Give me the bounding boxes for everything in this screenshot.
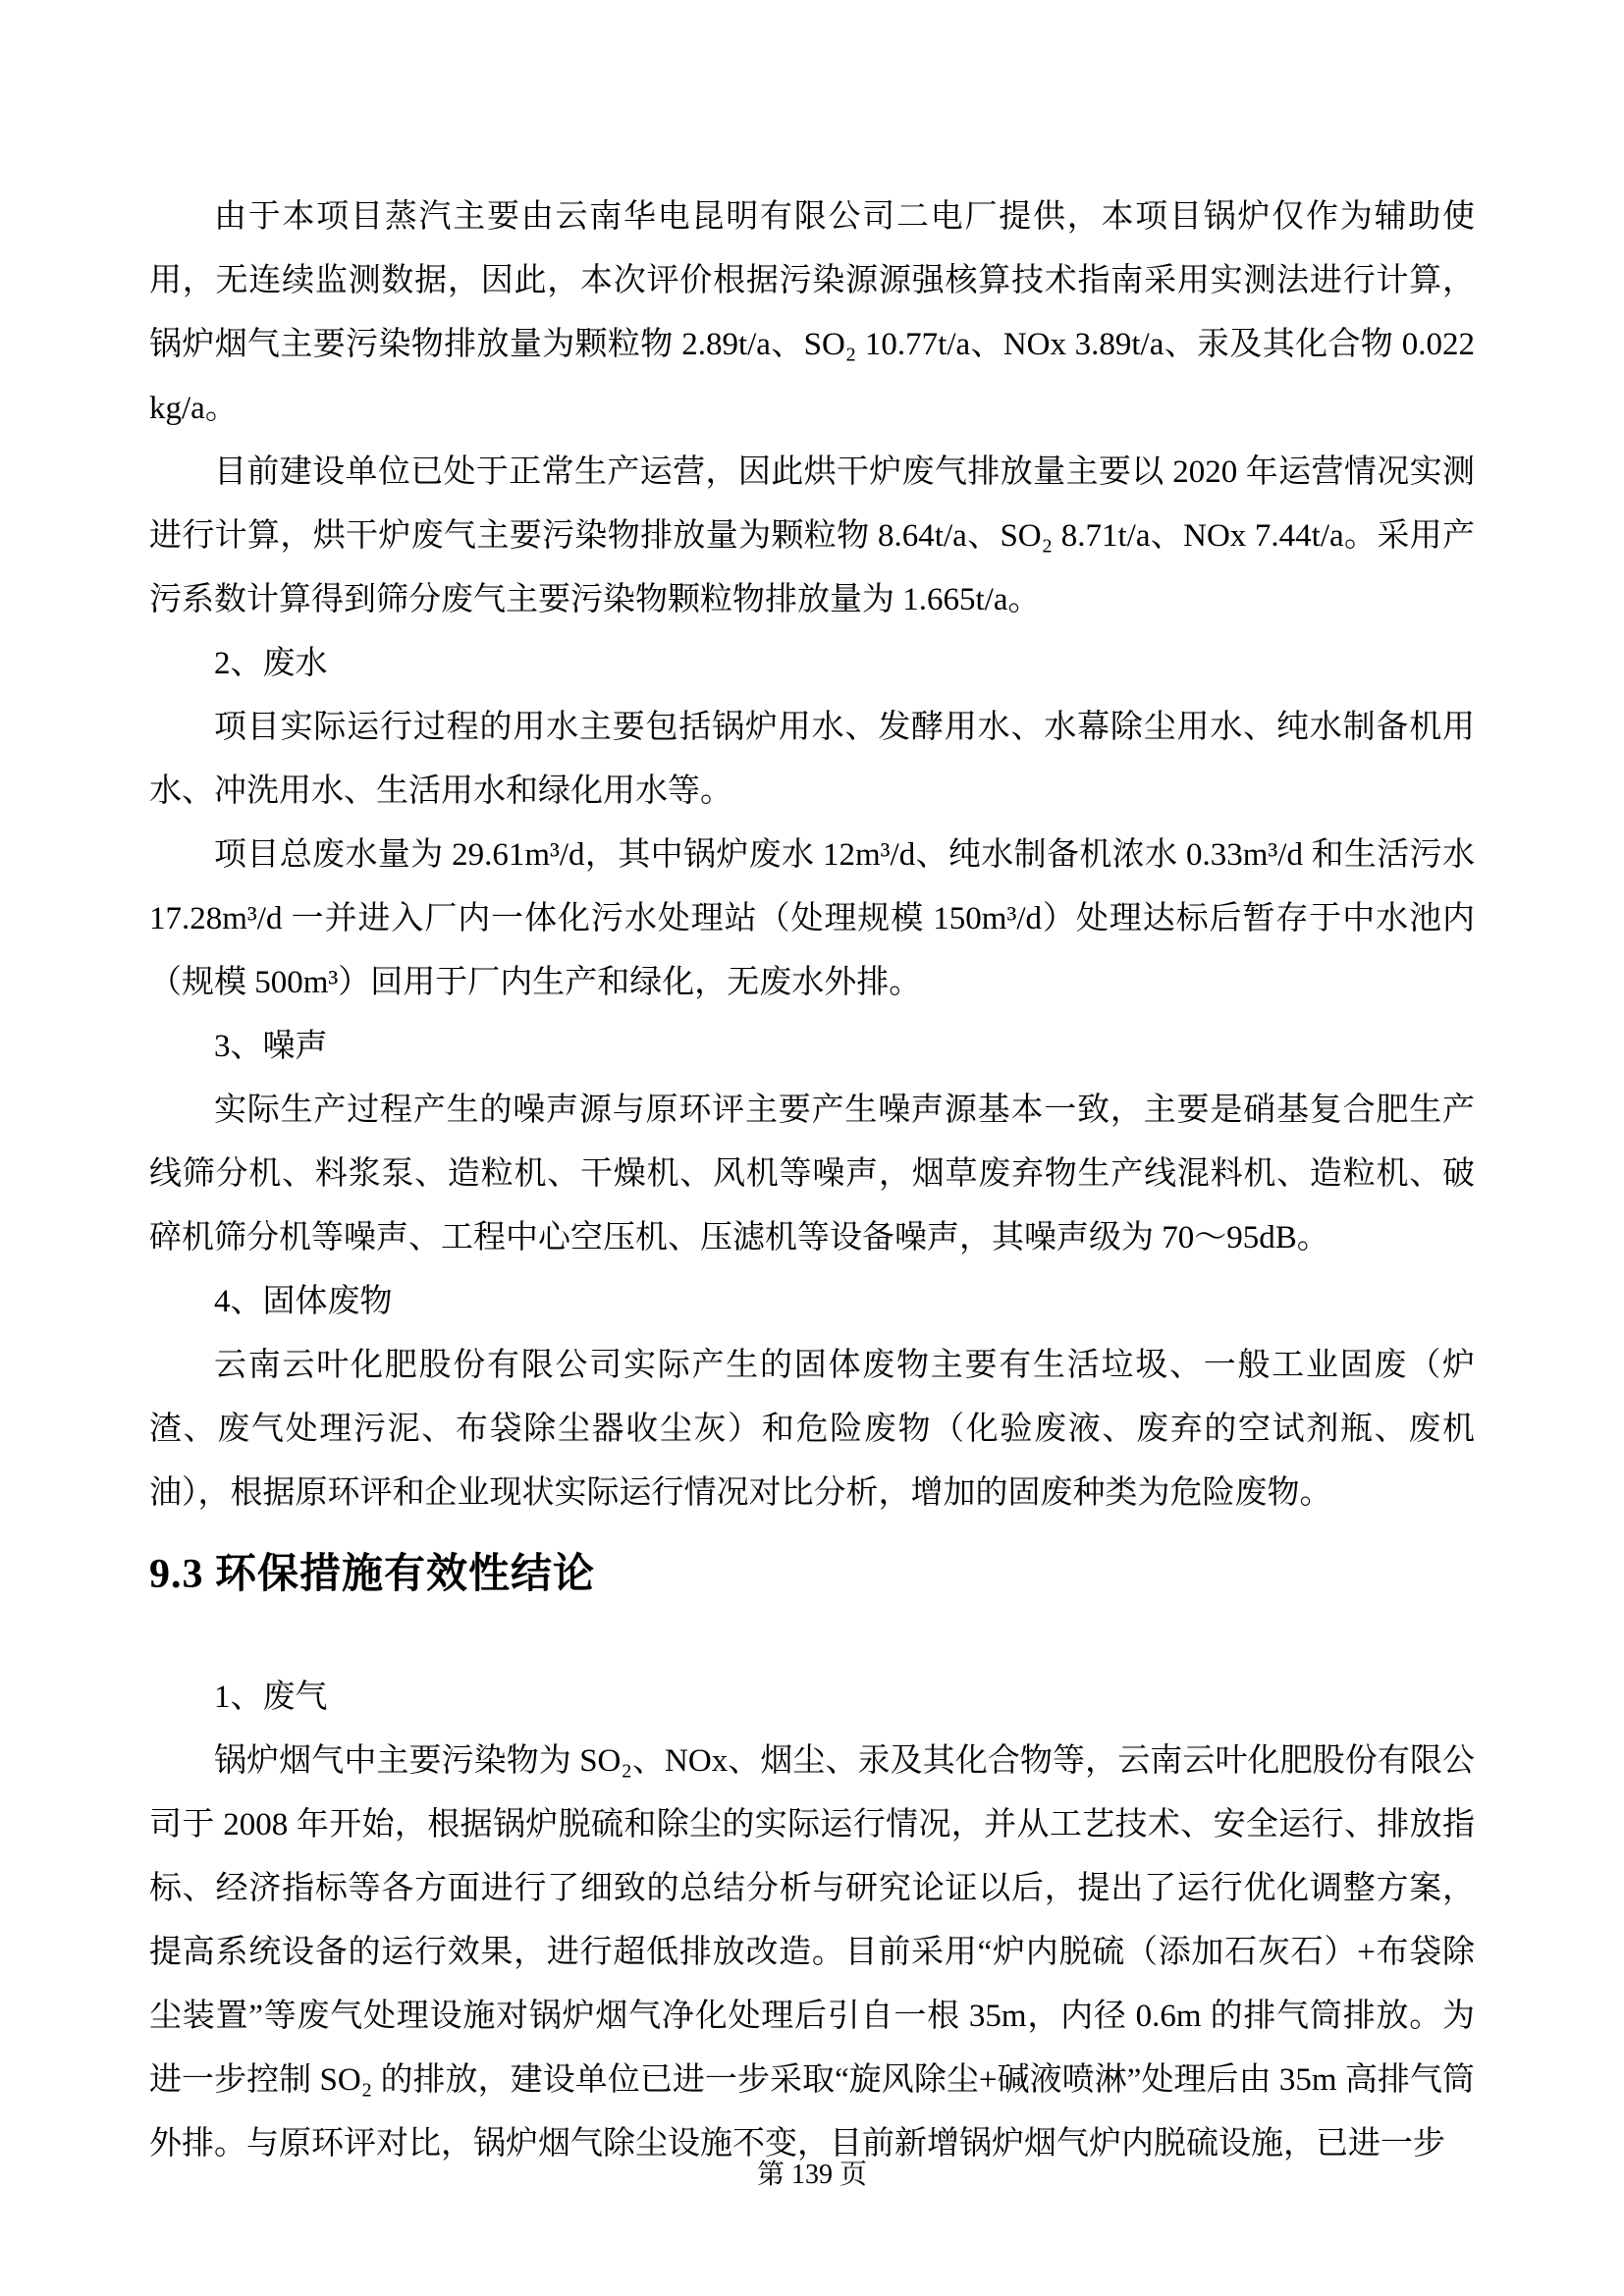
document-body: [149, 186, 1475, 2176]
item-heading-solid-waste: 4、固体废物: [214, 1284, 393, 1319]
section-heading-9-3: 9.3 环保措施有效性结论: [149, 1552, 596, 1597]
item-heading-wastewater: 2、废水: [214, 646, 328, 681]
page-number: 第 139 页: [756, 2160, 867, 2190]
item-heading-noise: 3、噪声: [214, 1029, 328, 1064]
item-heading-waste-gas: 1、废气: [214, 1680, 328, 1715]
paragraph-drying-furnace-emissions: 目前建设单位已处于正常生产运营，因此烘干炉废气排放量主要以 2020 年运营情况实测进行计算，烘干炉废气主要污染物排放量为颗粒物 8.64t/a、SO₂ 8.71t/a、NOx 7.44t/a。采用产污系数计算得到筛分废气主要污染物颗粒物排放量为 1.665t/a。: [149, 454, 1475, 617]
paragraph-boiler-flue-gas-emissions: 由于本项目蒸汽主要由云南华电昆明有限公司二电厂提供，本项目锅炉仅作为辅助使用，无连续监测数据，因此，本次评价根据污染源源强核算技术指南采用实测法进行计算，锅炉烟气主要污染物排放量为颗粒物 2.89t/a、SO₂ 10.77t/a、NOx 3.89t/a、汞及其化合物 0.022kg/a。: [149, 199, 1475, 426]
paragraph-boiler-desulfurization: 锅炉烟气中主要污染物为 SO₂、NOx、烟尘、汞及其化合物等，云南云叶化肥股份有限公司于 2008 年开始，根据锅炉脱硫和除尘的实际运行情况，并从工艺技术、安全运行、排放指标、经济指标等各方面进行了细致的总结分析与研究论证以后，提出了运行优化调整方案，提高系统设备的运行效果，进行超低排放改造。目前采用“炉内脱硫（添加石灰石）+布袋除尘装置”等废气处理设施对锅炉烟气净化处理后引自一根 35m，内径 0.6m 的排气筒排放。为进一步控制 SO₂ 的排放，建设单位已进一步采取“旋风除尘+碱液喷淋”处理后由 35m 高排气筒外排。与原环评对比，锅炉烟气除尘设施不变，目前新增锅炉烟气炉内脱硫设施，已进一步: [149, 1743, 1475, 2162]
paragraph-noise-sources: 实际生产过程产生的噪声源与原环评主要产生噪声源基本一致，主要是硝基复合肥生产线筛分机、料浆泵、造粒机、干燥机、风机等噪声，烟草废弃物生产线混料机、造粒机、破碎机筛分机等噪声、工程中心空压机、压滤机等设备噪声，其噪声级为 70～95dB。: [149, 1093, 1475, 1255]
paragraph-water-usage: 项目实际运行过程的用水主要包括锅炉用水、发酵用水、水幕除尘用水、纯水制备机用水、冲洗用水、生活用水和绿化用水等。: [149, 710, 1475, 809]
paragraph-total-wastewater: 项目总废水量为 29.61m³/d，其中锅炉废水 12m³/d、纯水制备机浓水 0.33m³/d 和生活污水 17.28m³/d 一并进入厂内一体化污水处理站（处理规模 150m³/d）处理达标后暂存于中水池内（规模 500m³）回用于厂内生产和绿化，无废水外排。: [149, 837, 1475, 1000]
paragraph-solid-waste: 云南云叶化肥股份有限公司实际产生的固体废物主要有生活垃圾、一般工业固废（炉渣、废气处理污泥、布袋除尘器收尘灰）和危险废物（化验废液、废弃的空试剂瓶、废机油），根据原环评和企业现状实际运行情况对比分析，增加的固废种类为危险废物。: [149, 1348, 1475, 1511]
